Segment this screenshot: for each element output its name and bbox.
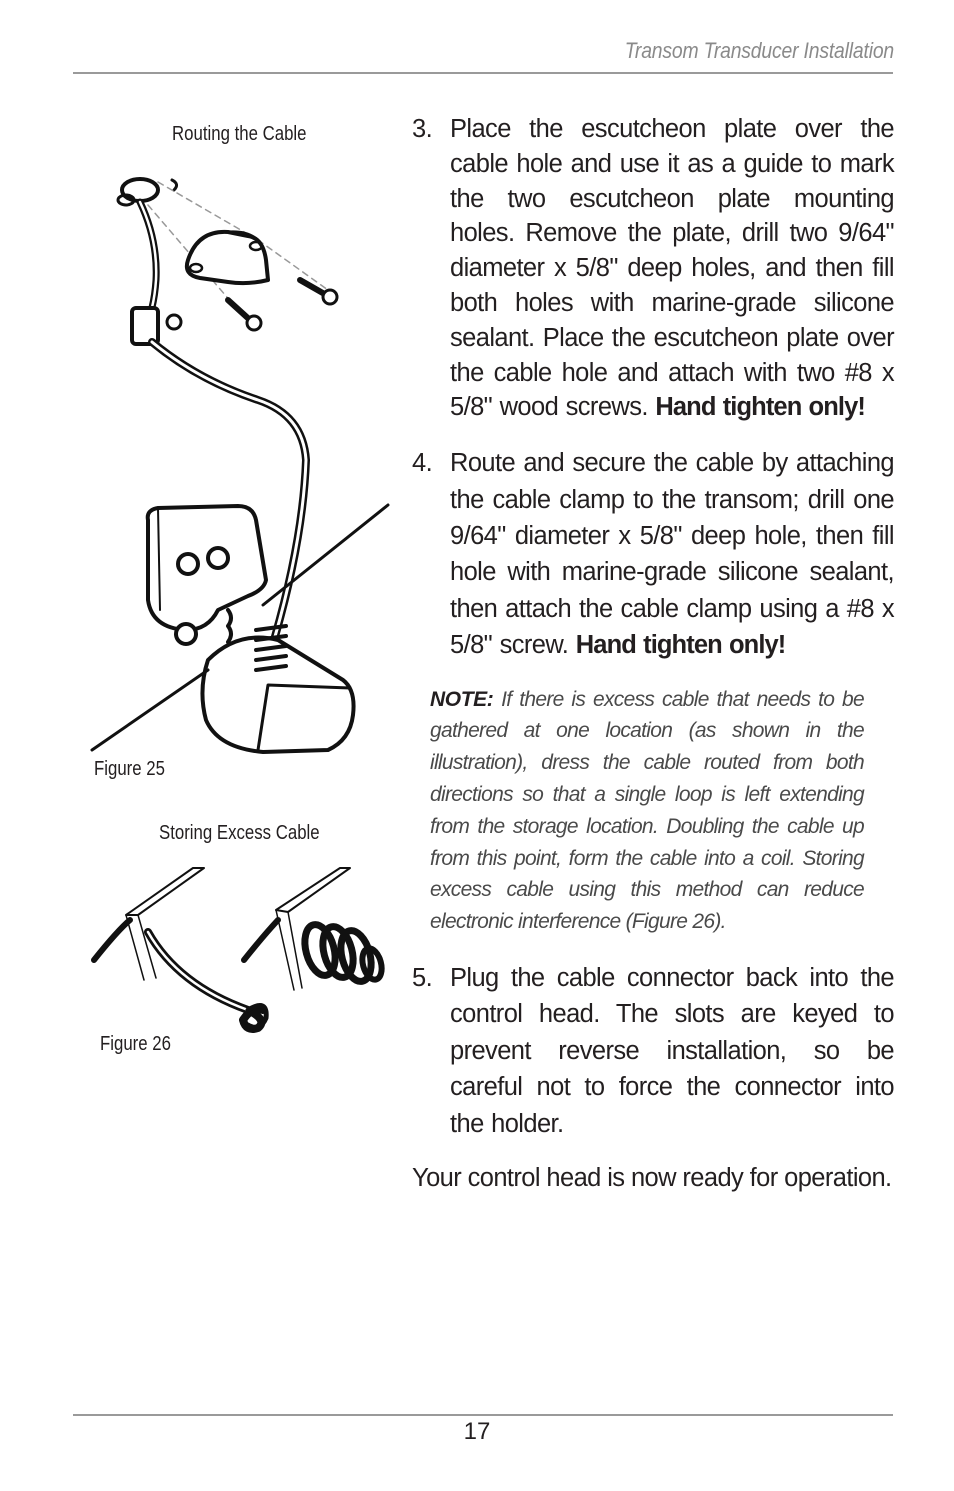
storing-cable-illustration	[88, 860, 388, 1040]
note-text: If there is excess cable that needs to be gathered at one location (as shown in the illustration), dress the cable routed from both directions so that a single loop is left extending from the storage location. Doubling the cable up from this point, form the cable into a coil. Storing excess cable using this method can reduce electronic interference (Figure 26).	[430, 687, 864, 934]
step-4-number: 4.	[412, 449, 433, 478]
figure-25-label: Figure 25	[94, 758, 165, 780]
header-rule	[73, 72, 893, 74]
instructions-column	[412, 112, 894, 1193]
step-5	[412, 960, 894, 1142]
step-5-text: Plug the cable connector back into the control head. The slots are keyed to prevent reverse installation, so be careful not to force the connector into the holder.	[450, 963, 894, 1138]
running-header: Transom Transducer Installation	[624, 38, 894, 63]
figure-26-label: Figure 26	[100, 1033, 171, 1055]
note-block	[430, 684, 864, 938]
footer-rule	[73, 1414, 893, 1416]
step-4-text: Route and secure the cable by attaching the cable clamp to the transom; drill one 9/64" diameter x 5/8" deep hole, then fill hole with marine-grade silicone sealant, then attach the cable clamp using a #8 x 5/8" screw.	[450, 449, 894, 660]
figure-26-caption: Storing Excess Cable	[159, 822, 320, 844]
figure-25-caption: Routing the Cable	[172, 123, 307, 145]
step-4	[412, 445, 894, 663]
step-3	[412, 112, 894, 425]
step-3-emphasis: Hand tighten only!	[655, 393, 865, 422]
step-4-emphasis: Hand tighten only!	[575, 631, 786, 660]
routing-cable-illustration	[88, 160, 393, 760]
note-label: NOTE:	[430, 687, 494, 711]
step-3-number: 3.	[412, 115, 433, 143]
step-3-text: Place the escutcheon plate over the cable hole and use it as a guide to mark the two escutcheon plate mounting holes. Remove the plate, drill two 9/64" diameter x 5/8" deep holes, and then fill both holes with marine-grade silicone sealant. Place the escutcheon plate over the cable hole and attach with two #8 x 5/8" wood screws.	[450, 115, 894, 422]
step-5-number: 5.	[412, 963, 433, 992]
closing-sentence: Your control head is now ready for operation.	[412, 1164, 892, 1193]
page-number: 17	[463, 1418, 491, 1445]
